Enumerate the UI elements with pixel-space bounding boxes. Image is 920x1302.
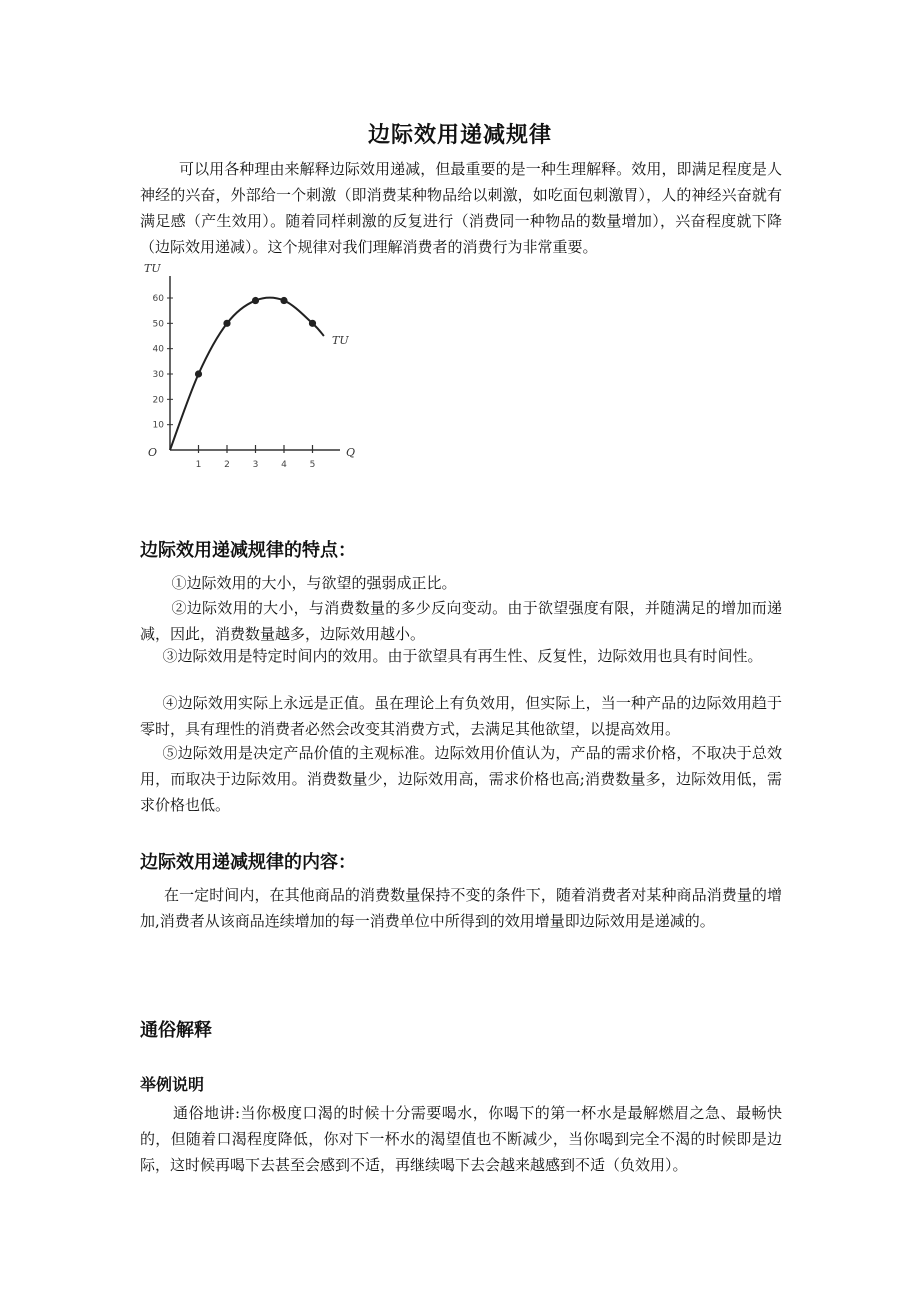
tu-point-q3 (252, 297, 259, 304)
tu-point-q5 (309, 320, 316, 327)
features-heading: 边际效用递减规律的特点： (140, 540, 356, 561)
content-heading: 边际效用递减规律的内容： (140, 852, 356, 873)
tu-point-q2 (223, 320, 230, 327)
example-paragraph: 通俗地讲:当你极度口渴的时候十分需要喝水，你喝下的第一杯水是最解燃眉之急、最畅快的，但随着口渴程度降低，你对下一杯水的渴望值也不断减少，当你喝到完全不渴的时候即是边际，这时候再喝下去甚至会感到不适，再继续喝下去会越来越感到不适（负效用）。 (140, 1104, 782, 1174)
x-tick-label-3: 3 (252, 460, 259, 470)
feature-item-3: ③边际效用是特定时间内的效用。由于欲望具有再生性、反复性，边际效用也具有时间性。 (162, 647, 763, 665)
feature-item-5: ⑤边际效用是决定产品价值的主观标准。边际效用价值认为，产品的需求价格，不取决于总效用，而取决于边际效用。消费数量少，边际效用高，需求价格也高;消费数量多，边际效用低，需求价格也低。 (140, 744, 782, 814)
chart-svg (138, 258, 360, 476)
content-paragraph: 在一定时间内，在其他商品的消费数量保持不变的条件下，随着消费者对某种商品消费量的增加,消费者从该商品连续增加的每一消费单位中所得到的效用增量即边际效用是递减的。 (140, 886, 782, 930)
x-tick-label-2: 2 (224, 460, 230, 470)
document-title: 边际效用递减规律 (367, 122, 552, 148)
total-utility-chart (138, 258, 360, 476)
y-tick-label-10: 10 (152, 420, 164, 431)
x-tick-label-5: 5 (309, 460, 316, 470)
intro-paragraph: 可以用各种理由来解释边际效用递减，但最重要的是一种生理解释。效用，即满足程度是人神经的兴奋，外部给一个刺激（即消费某种物品给以刺激，如吃面包刺激胃），人的神经兴奋就有满足感（产生效用）。随着同样刺激的反复进行（消费同一种物品的数量增加），兴奋程度就下降（边际效用递减）。这个规律对我们理解消费者的消费行为非常重要。 (140, 160, 782, 256)
tu-point-q4 (280, 297, 287, 304)
feature-item-4: ④边际效用实际上永远是正值。虽在理论上有负效用，但实际上，当一种产品的边际效用趋于零时，具有理性的消费者必然会改变其消费方式，去满足其他欲望，以提高效用。 (140, 694, 782, 738)
y-axis-label: TU (144, 262, 161, 275)
y-tick-label-40: 40 (152, 344, 164, 355)
tu-point-q1 (195, 370, 202, 377)
y-tick-label-30: 30 (152, 370, 164, 380)
feature-item-2: ②边际效用的大小，与消费数量的多少反向变动。由于欲望强度有限，并随满足的增加而递减，因此，消费数量越多，边际效用越小。 (140, 599, 782, 643)
origin-label: O (148, 446, 158, 459)
example-heading: 举例说明 (140, 1075, 205, 1094)
curve-label: TU (332, 334, 349, 347)
y-tick-label-50: 50 (152, 319, 164, 330)
chart-ticks (153, 294, 316, 470)
feature-item-1: ①边际效用的大小，与欲望的强弱成正比。 (171, 574, 457, 592)
plain-explanation-heading: 通俗解释 (140, 1020, 212, 1041)
tu-curve-line (170, 298, 324, 450)
x-axis-label: Q (346, 446, 356, 459)
y-tick-label-60: 60 (152, 294, 164, 304)
x-tick-label-4: 4 (281, 460, 287, 470)
y-tick-label-20: 20 (152, 395, 164, 406)
x-tick-label-1: 1 (195, 460, 202, 470)
